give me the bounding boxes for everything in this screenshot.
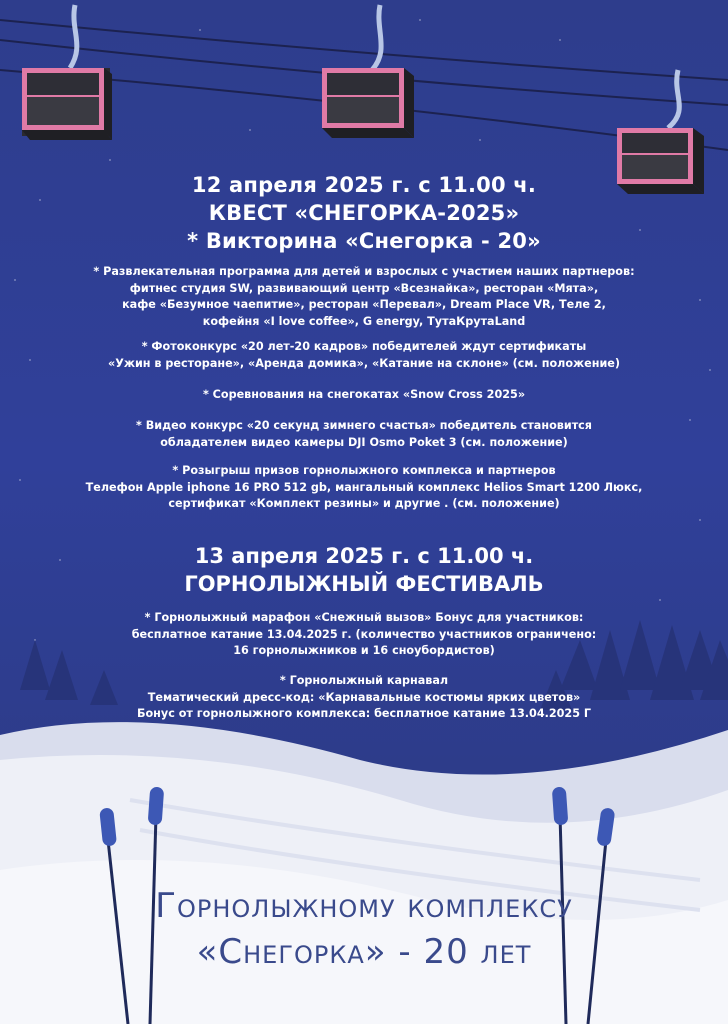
text-line: * Розыгрыш призов горнолыжного комплекса и партнеров	[172, 464, 556, 477]
cable-car-cabin-2	[322, 5, 414, 138]
section1-heading	[0, 171, 728, 255]
text-line: Тематический дресс-код: «Карнавальные костюмы ярких цветов»	[147, 690, 581, 704]
text-line: Телефон Apple iphone 16 PRO 512 gb, мангальный комплекс Helios Smart 1200 Люкс,	[85, 480, 643, 494]
section1-photo-contest-paragraph	[0, 339, 728, 372]
text-line: * Фотоконкурс «20 лет-20 кадров» победителей ждут сертификаты	[141, 340, 587, 353]
text-line: Бонус от горнолыжного комплекса: бесплатное катание 13.04.2025 Г	[136, 707, 592, 720]
section2-date: 13 апреля 2025 г. с 11.00 ч.	[194, 544, 534, 568]
text-line: * Развлекательная программа для детей и взрослых с участием наших партнеров:	[93, 265, 635, 278]
anniversary-title-line2: «Снегорка» - 20 лет	[196, 932, 532, 972]
text-line: кофейня «I love coffee», G energy, ТутаКрутаLand	[202, 314, 526, 328]
section1-prize-draw-paragraph	[0, 463, 728, 513]
section1-snow-cross-paragraph	[0, 387, 728, 404]
snow-slopes	[0, 722, 728, 1024]
text-line: фитнес студия SW, развивающий центр «Всезнайка», ресторан «Мята»,	[129, 281, 599, 295]
text-line: * Соревнования на снегокатах «Snow Cross 2025»	[202, 388, 526, 401]
text-line: * Горнолыжный карнавал	[279, 674, 449, 687]
section2-heading	[0, 542, 728, 598]
section2-title-festival: ГОРНОЛЫЖНЫЙ ФЕСТИВАЛЬ	[184, 572, 544, 596]
text-line: * Видео конкурс «20 секунд зимнего счастья» победитель становится	[135, 419, 592, 432]
text-line: * Горнолыжный марафон «Снежный вызов» Бонус для участников:	[144, 611, 584, 624]
text-line: обладателем видео камеры DJI Osmo Poket 3 (см. положение)	[160, 435, 568, 449]
section1-date: 12 апреля 2025 г. с 11.00 ч.	[191, 173, 537, 197]
section1-video-contest-paragraph	[0, 418, 728, 451]
text-line: сертификат «Комплект резины» и другие . (см. положение)	[168, 497, 560, 510]
anniversary-title-line1: Горнолыжному комплексу	[155, 886, 573, 926]
text-line: 16 горнолыжников и 16 сноубордистов)	[233, 644, 495, 657]
section1-title-quest: КВЕСТ «СНЕГОРКА-2025»	[208, 201, 520, 225]
section2-carnival-paragraph	[0, 673, 728, 723]
cable-car-cabin-1	[22, 5, 112, 140]
text-line: «Ужин в ресторане», «Аренда домика», «Катание на склоне» (см. положение)	[107, 356, 621, 370]
section2-marathon-paragraph	[0, 610, 728, 660]
section1-title-quiz: * Викторина «Снегорка - 20»	[187, 229, 541, 253]
text-line: кафе «Безумное чаепитие», ресторан «Перевал», Dream Place VR, Теле 2,	[122, 298, 606, 311]
section1-entertainment-paragraph	[0, 264, 728, 330]
text-line: бесплатное катание 13.04.2025 г. (количество участников ограничено:	[131, 627, 597, 641]
